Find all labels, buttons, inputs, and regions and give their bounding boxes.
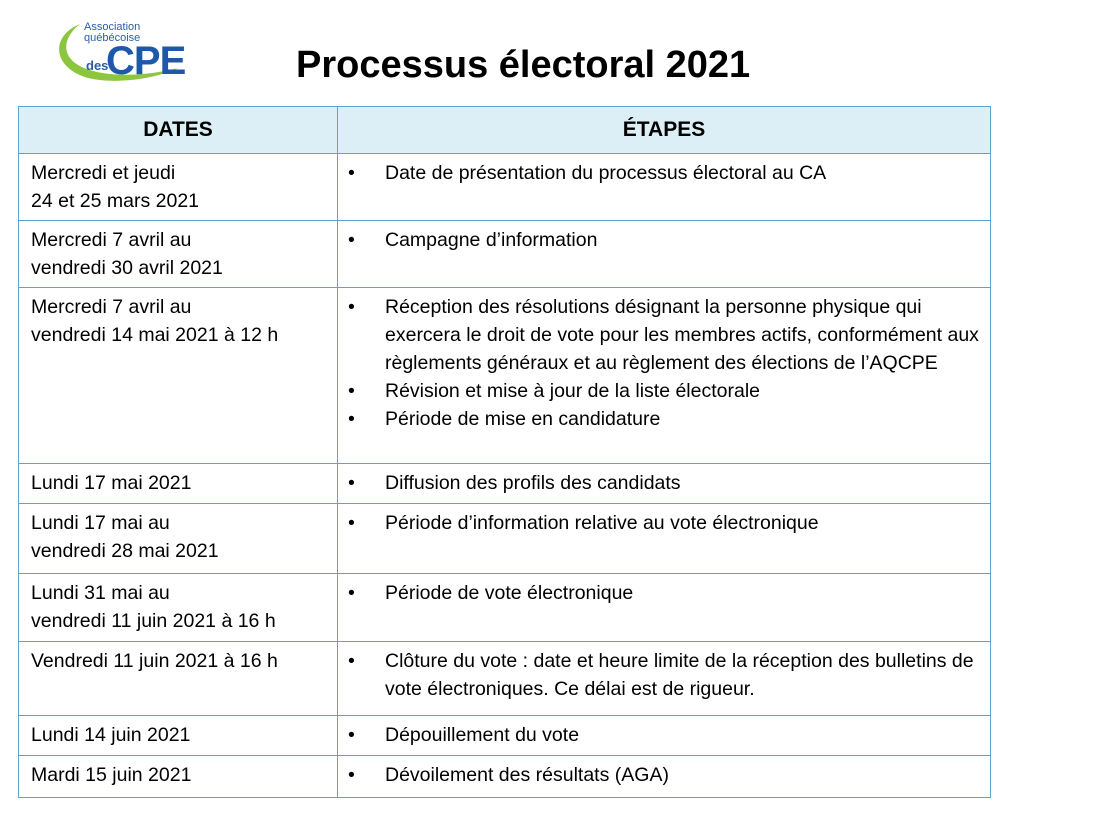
aqcpe-logo <box>48 18 188 90</box>
date-cell <box>19 221 338 288</box>
logo-des: des <box>86 58 109 73</box>
date-cell <box>19 154 338 221</box>
date-line: Mercredi 7 avril au <box>31 229 192 251</box>
header-row <box>19 107 991 154</box>
step-item <box>338 226 980 254</box>
step-text: Clôture du vote : date et heure limite de la réception des bulletins de vote électroniques. Ce délai est de rigueur. <box>385 650 974 700</box>
bullet-icon: • <box>348 512 355 534</box>
steps-cell <box>338 642 991 716</box>
steps-cell <box>338 154 991 221</box>
steps-cell <box>338 221 991 288</box>
table-row <box>19 642 991 716</box>
date-cell <box>19 288 338 464</box>
header-dates: DATES <box>19 107 338 154</box>
table-row <box>19 154 991 221</box>
steps-cell <box>338 574 991 642</box>
step-item <box>338 377 980 405</box>
bullet-icon: • <box>348 408 355 430</box>
steps-cell <box>338 504 991 574</box>
step-text: Période de vote électronique <box>385 582 634 604</box>
step-text: Date de présentation du processus électoral au CA <box>385 162 827 184</box>
steps-list <box>338 761 980 789</box>
step-item <box>338 405 980 433</box>
date-cell <box>19 756 338 798</box>
bullet-icon: • <box>348 582 355 604</box>
date-line: vendredi 30 avril 2021 <box>31 257 223 279</box>
step-item <box>338 469 980 497</box>
table-row <box>19 464 991 504</box>
step-item <box>338 647 980 703</box>
bullet-icon: • <box>348 650 355 672</box>
table-row <box>19 716 991 756</box>
steps-list <box>338 647 980 703</box>
page-title: Processus électoral 2021 <box>296 44 751 86</box>
bullet-icon: • <box>348 229 355 251</box>
date-line: Lundi 17 mai au <box>31 512 170 534</box>
schedule-table <box>18 106 991 798</box>
steps-list <box>338 159 980 187</box>
step-item <box>338 579 980 607</box>
steps-cell <box>338 756 991 798</box>
table-row <box>19 504 991 574</box>
date-cell <box>19 464 338 504</box>
steps-list <box>338 721 980 749</box>
date-line: vendredi 14 mai 2021 à 12 h <box>31 324 279 346</box>
date-line: Mercredi 7 avril au <box>31 296 192 318</box>
step-item <box>338 159 980 187</box>
header-etapes: ÉTAPES <box>338 107 991 154</box>
steps-cell <box>338 716 991 756</box>
bullet-icon: • <box>348 472 355 494</box>
logo-line1: Association <box>84 21 141 33</box>
table-row <box>19 221 991 288</box>
step-text: Révision et mise à jour de la liste électorale <box>385 380 761 402</box>
logo-cpe: CPE <box>106 39 186 83</box>
step-text: Réception des résolutions désignant la personne physique qui exercera le droit de vote pour les membres actifs, conformément aux règlements généraux et au règlement des élections de l’AQCPE <box>385 296 979 374</box>
step-text: Période de mise en candidature <box>385 408 661 430</box>
table-row <box>19 574 991 642</box>
step-item <box>338 293 980 377</box>
table-row <box>19 288 991 464</box>
table-body <box>19 154 991 798</box>
logo-line2: québécoise <box>84 32 141 44</box>
bullet-icon: • <box>348 296 355 318</box>
date-line: Mardi 15 juin 2021 <box>31 764 192 786</box>
date-cell <box>19 574 338 642</box>
date-line: 24 et 25 mars 2021 <box>31 190 200 212</box>
steps-list <box>338 293 980 433</box>
date-line: Lundi 17 mai 2021 <box>31 472 192 494</box>
bullet-icon: • <box>348 724 355 746</box>
steps-list <box>338 579 980 607</box>
date-line: Lundi 31 mai au <box>31 582 170 604</box>
steps-list <box>338 469 980 497</box>
bullet-icon: • <box>348 764 355 786</box>
date-line: Vendredi 11 juin 2021 à 16 h <box>31 650 278 672</box>
date-line: vendredi 11 juin 2021 à 16 h <box>31 610 276 632</box>
step-text: Période d’information relative au vote électronique <box>385 512 819 534</box>
date-line: vendredi 28 mai 2021 <box>31 540 219 562</box>
date-line: Mercredi et jeudi <box>31 162 176 184</box>
step-item <box>338 509 980 537</box>
date-cell <box>19 642 338 716</box>
step-text: Dévoilement des résultats (AGA) <box>385 764 669 786</box>
date-line: Lundi 14 juin 2021 <box>31 724 191 746</box>
step-text: Diffusion des profils des candidats <box>385 472 681 494</box>
steps-cell <box>338 288 991 464</box>
bullet-icon: • <box>348 380 355 402</box>
step-item <box>338 761 980 789</box>
table-row <box>19 756 991 798</box>
bullet-icon: • <box>348 162 355 184</box>
steps-list <box>338 226 980 254</box>
step-text: Campagne d’information <box>385 229 598 251</box>
steps-cell <box>338 464 991 504</box>
date-cell <box>19 504 338 574</box>
steps-list <box>338 509 980 537</box>
step-item <box>338 721 980 749</box>
step-text: Dépouillement du vote <box>385 724 580 746</box>
date-cell <box>19 716 338 756</box>
